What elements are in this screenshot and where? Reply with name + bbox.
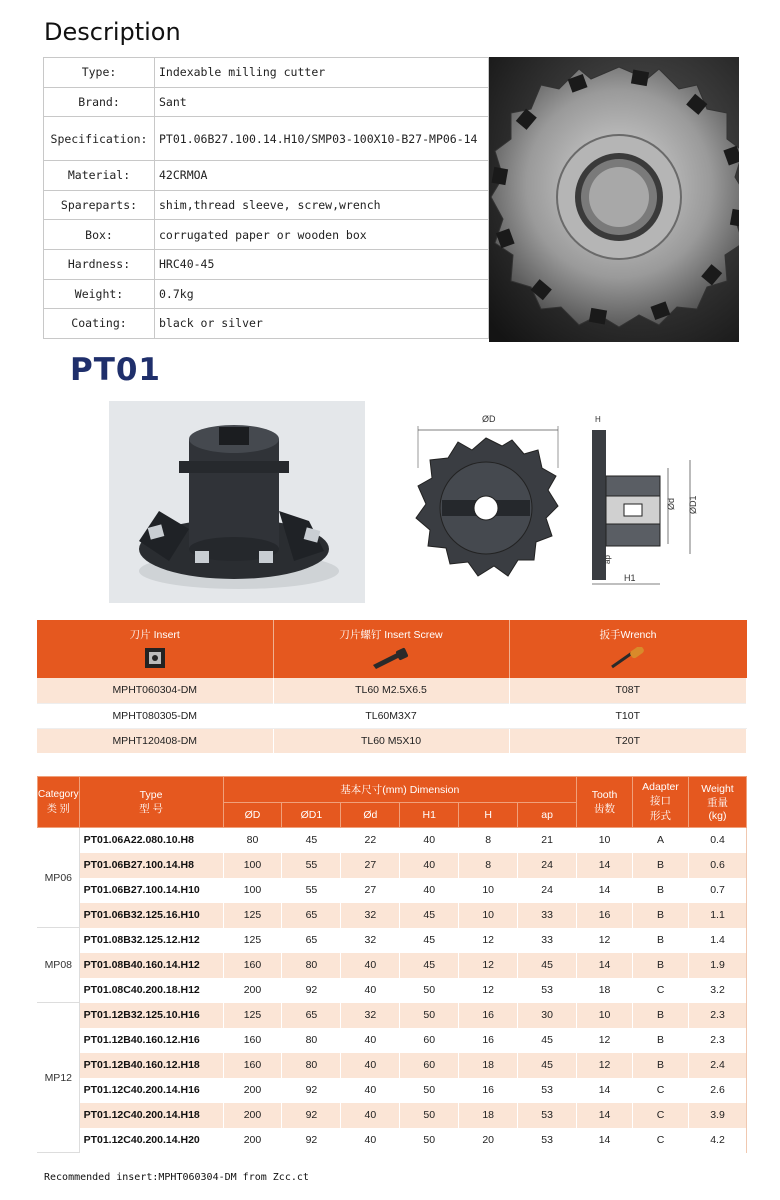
- spec-value: HRC40-45: [155, 249, 489, 279]
- table-row: [38, 1078, 747, 1103]
- cell-D: 160: [223, 1053, 282, 1078]
- header-type: Type 型 号: [79, 777, 223, 828]
- spec-row: [44, 190, 489, 220]
- spec-key: Material:: [44, 161, 155, 191]
- model-title: PT01: [70, 352, 162, 388]
- cell-H: 18: [459, 1103, 518, 1128]
- cell-ap: 53: [518, 1078, 577, 1103]
- label-ap: ap: [603, 555, 612, 564]
- insert-icon: [144, 647, 166, 669]
- table-row: [38, 878, 747, 903]
- cell-H1: 40: [400, 828, 459, 853]
- cell-type: PT01.12B40.160.12.H18: [79, 1053, 223, 1078]
- cell-adapter: B: [633, 1003, 689, 1028]
- cell-D: 80: [223, 828, 282, 853]
- cell-D1: 92: [282, 1128, 341, 1153]
- cell-type: PT01.12C40.200.14.H18: [79, 1103, 223, 1128]
- cell-D: 125: [223, 903, 282, 928]
- category-cell: MP06: [38, 828, 80, 928]
- cell-type: PT01.06B27.100.14.H10: [79, 878, 223, 903]
- table-row: [38, 1028, 747, 1053]
- cell-D: 125: [223, 928, 282, 953]
- cell-D1: 65: [282, 1003, 341, 1028]
- acc-header-insert: 刀片 Insert: [37, 620, 273, 678]
- wrench-icon: [608, 647, 648, 669]
- spec-row: [44, 58, 489, 88]
- cell-tooth: 14: [577, 1103, 633, 1128]
- table-row: [38, 978, 747, 1003]
- cell-D: 160: [223, 1028, 282, 1053]
- dimension-table: [37, 776, 747, 1153]
- category-cell: MP12: [38, 1003, 80, 1153]
- table-row: [38, 828, 747, 853]
- cell-type: PT01.08B40.160.14.H12: [79, 953, 223, 978]
- table-row: [38, 853, 747, 878]
- cell-weight: 3.9: [688, 1103, 746, 1128]
- cell-tooth: 14: [577, 953, 633, 978]
- spec-row: [44, 279, 489, 309]
- spec-table: [43, 57, 489, 339]
- cell-type: PT01.06A22.080.10.H8: [79, 828, 223, 853]
- cell-d: 32: [341, 1003, 400, 1028]
- cell-H1: 40: [400, 878, 459, 903]
- cell-D: 200: [223, 1128, 282, 1153]
- table-row: [38, 953, 747, 978]
- cell-type: PT01.12C40.200.14.H20: [79, 1128, 223, 1153]
- label-d: Ød: [666, 497, 676, 510]
- cell-H: 20: [459, 1128, 518, 1153]
- acc-screw: TL60 M5X10: [273, 728, 509, 753]
- spec-key: Hardness:: [44, 249, 155, 279]
- spec-key: Spareparts:: [44, 190, 155, 220]
- cell-d: 40: [341, 1103, 400, 1128]
- spec-key: Box:: [44, 220, 155, 250]
- cell-H: 8: [459, 828, 518, 853]
- cell-H1: 50: [400, 1078, 459, 1103]
- cell-D1: 92: [282, 978, 341, 1003]
- spec-key: Coating:: [44, 309, 155, 339]
- cell-D1: 55: [282, 853, 341, 878]
- cell-ap: 33: [518, 903, 577, 928]
- cell-weight: 1.1: [688, 903, 746, 928]
- col-ap: ap: [518, 803, 577, 828]
- cell-adapter: B: [633, 878, 689, 903]
- accessory-row: [37, 703, 747, 728]
- spec-row: [44, 249, 489, 279]
- cell-D: 200: [223, 1078, 282, 1103]
- cell-H: 18: [459, 1053, 518, 1078]
- cell-ap: 45: [518, 953, 577, 978]
- spec-value: shim,thread sleeve, screw,wrench: [155, 190, 489, 220]
- acc-header-wrench: 扳手Wrench: [509, 620, 747, 678]
- cell-type: PT01.08C40.200.18.H12: [79, 978, 223, 1003]
- cell-D1: 65: [282, 903, 341, 928]
- cell-d: 27: [341, 878, 400, 903]
- cell-D: 200: [223, 978, 282, 1003]
- cell-type: PT01.08B32.125.12.H12: [79, 928, 223, 953]
- header-adapter: Adapter 接口 形式: [633, 777, 689, 828]
- cutter-3d-render: [109, 401, 365, 603]
- cell-type: PT01.12B40.160.12.H16: [79, 1028, 223, 1053]
- cell-d: 32: [341, 928, 400, 953]
- spec-value: Indexable milling cutter: [155, 58, 489, 88]
- cell-H: 16: [459, 1028, 518, 1053]
- acc-insert: MPHT060304-DM: [37, 678, 273, 703]
- cell-tooth: 12: [577, 928, 633, 953]
- cell-weight: 4.2: [688, 1128, 746, 1153]
- accessory-table: [37, 620, 747, 753]
- cell-ap: 33: [518, 928, 577, 953]
- cell-H: 16: [459, 1003, 518, 1028]
- cell-d: 27: [341, 853, 400, 878]
- cell-weight: 0.6: [688, 853, 746, 878]
- cell-H1: 50: [400, 978, 459, 1003]
- footer-note: Recommended insert:MPHT060304-DM from Zcc.ct: [44, 1172, 309, 1183]
- spec-key: Specification:: [44, 117, 155, 161]
- col-D: ØD: [223, 803, 282, 828]
- spec-row: [44, 87, 489, 117]
- spec-row: [44, 117, 489, 161]
- col-d: Ød: [341, 803, 400, 828]
- cell-adapter: C: [633, 1128, 689, 1153]
- cell-tooth: 14: [577, 1128, 633, 1153]
- acc-insert: MPHT120408-DM: [37, 728, 273, 753]
- label-D1: ØD1: [688, 495, 698, 514]
- cell-H1: 60: [400, 1053, 459, 1078]
- cell-tooth: 12: [577, 1028, 633, 1053]
- cell-D: 160: [223, 953, 282, 978]
- acc-screw: TL60M3X7: [273, 703, 509, 728]
- cell-d: 40: [341, 953, 400, 978]
- cell-H1: 45: [400, 953, 459, 978]
- technical-drawing: [412, 408, 712, 593]
- cell-weight: 3.2: [688, 978, 746, 1003]
- product-photo: [489, 57, 739, 342]
- cell-weight: 1.4: [688, 928, 746, 953]
- cell-H1: 50: [400, 1003, 459, 1028]
- spec-key: Brand:: [44, 87, 155, 117]
- cell-weight: 2.3: [688, 1028, 746, 1053]
- cell-D1: 65: [282, 928, 341, 953]
- cell-ap: 53: [518, 978, 577, 1003]
- cell-H1: 40: [400, 853, 459, 878]
- cell-D1: 92: [282, 1103, 341, 1128]
- cell-D: 125: [223, 1003, 282, 1028]
- cell-ap: 53: [518, 1103, 577, 1128]
- cell-weight: 1.9: [688, 953, 746, 978]
- page-title: Description: [44, 18, 181, 46]
- cell-ap: 53: [518, 1128, 577, 1153]
- table-row: [38, 1128, 747, 1153]
- table-row: [38, 1103, 747, 1128]
- cell-D: 100: [223, 853, 282, 878]
- cell-H: 10: [459, 903, 518, 928]
- cell-H: 16: [459, 1078, 518, 1103]
- cell-d: 22: [341, 828, 400, 853]
- cell-ap: 45: [518, 1053, 577, 1078]
- label-H: H: [595, 415, 601, 424]
- cell-H: 12: [459, 953, 518, 978]
- col-D1: ØD1: [282, 803, 341, 828]
- accessory-row: [37, 728, 747, 753]
- cell-D1: 92: [282, 1078, 341, 1103]
- label-D: ØD: [482, 414, 496, 424]
- cell-tooth: 14: [577, 853, 633, 878]
- cell-type: PT01.06B27.100.14.H8: [79, 853, 223, 878]
- cell-H1: 45: [400, 903, 459, 928]
- cell-D: 100: [223, 878, 282, 903]
- category-cell: MP08: [38, 928, 80, 1003]
- cell-H: 8: [459, 853, 518, 878]
- spec-key: Type:: [44, 58, 155, 88]
- cell-H1: 50: [400, 1103, 459, 1128]
- cell-D1: 80: [282, 1028, 341, 1053]
- cell-adapter: B: [633, 1028, 689, 1053]
- cell-d: 40: [341, 1128, 400, 1153]
- cell-D1: 45: [282, 828, 341, 853]
- cell-D1: 80: [282, 1053, 341, 1078]
- cell-adapter: B: [633, 1053, 689, 1078]
- cell-H1: 60: [400, 1028, 459, 1053]
- cell-weight: 0.4: [688, 828, 746, 853]
- cell-D1: 55: [282, 878, 341, 903]
- acc-wrench: T20T: [509, 728, 747, 753]
- cell-adapter: B: [633, 928, 689, 953]
- cell-weight: 2.6: [688, 1078, 746, 1103]
- table-row: [38, 928, 747, 953]
- cell-d: 32: [341, 903, 400, 928]
- cell-tooth: 14: [577, 1078, 633, 1103]
- spec-value: 42CRMOA: [155, 161, 489, 191]
- cell-H1: 45: [400, 928, 459, 953]
- table-row: [38, 1003, 747, 1028]
- cell-type: PT01.12B32.125.10.H16: [79, 1003, 223, 1028]
- spec-row: [44, 309, 489, 339]
- cell-ap: 30: [518, 1003, 577, 1028]
- cell-H: 12: [459, 928, 518, 953]
- cell-weight: 2.4: [688, 1053, 746, 1078]
- cell-adapter: B: [633, 903, 689, 928]
- cell-adapter: C: [633, 1103, 689, 1128]
- spec-value: 0.7kg: [155, 279, 489, 309]
- cell-adapter: B: [633, 853, 689, 878]
- table-row: [38, 903, 747, 928]
- acc-header-screw: 刀片螺钉 Insert Screw: [273, 620, 509, 678]
- spec-value: corrugated paper or wooden box: [155, 220, 489, 250]
- cell-d: 40: [341, 1053, 400, 1078]
- cell-ap: 24: [518, 853, 577, 878]
- col-H1: H1: [400, 803, 459, 828]
- cell-D: 200: [223, 1103, 282, 1128]
- cell-tooth: 18: [577, 978, 633, 1003]
- acc-wrench: T10T: [509, 703, 747, 728]
- cell-ap: 24: [518, 878, 577, 903]
- cell-type: PT01.12C40.200.14.H16: [79, 1078, 223, 1103]
- cell-type: PT01.06B32.125.16.H10: [79, 903, 223, 928]
- spec-row: [44, 220, 489, 250]
- cell-adapter: C: [633, 1078, 689, 1103]
- cell-tooth: 14: [577, 878, 633, 903]
- cell-d: 40: [341, 978, 400, 1003]
- header-category: Category 类 别: [38, 777, 80, 828]
- table-row: [38, 1053, 747, 1078]
- spec-value: Sant: [155, 87, 489, 117]
- cell-weight: 0.7: [688, 878, 746, 903]
- spec-value: black or silver: [155, 309, 489, 339]
- cell-H: 12: [459, 978, 518, 1003]
- header-dimension: 基本尺寸(mm) Dimension: [223, 777, 577, 803]
- cell-ap: 45: [518, 1028, 577, 1053]
- acc-insert: MPHT080305-DM: [37, 703, 273, 728]
- cell-H: 10: [459, 878, 518, 903]
- cell-tooth: 10: [577, 828, 633, 853]
- label-H1: H1: [624, 573, 636, 583]
- screw-icon: [371, 647, 411, 669]
- cell-adapter: A: [633, 828, 689, 853]
- cell-tooth: 12: [577, 1053, 633, 1078]
- cell-adapter: B: [633, 953, 689, 978]
- header-tooth: Tooth 齿数: [577, 777, 633, 828]
- acc-screw: TL60 M2.5X6.5: [273, 678, 509, 703]
- accessory-row: [37, 678, 747, 703]
- cell-D1: 80: [282, 953, 341, 978]
- cell-tooth: 16: [577, 903, 633, 928]
- cell-d: 40: [341, 1078, 400, 1103]
- acc-wrench: T08T: [509, 678, 747, 703]
- cell-d: 40: [341, 1028, 400, 1053]
- cell-weight: 2.3: [688, 1003, 746, 1028]
- cell-ap: 21: [518, 828, 577, 853]
- spec-key: Weight:: [44, 279, 155, 309]
- cell-tooth: 10: [577, 1003, 633, 1028]
- spec-value: PT01.06B27.100.14.H10/SMP03-100X10-B27-MP06-14: [155, 117, 489, 161]
- header-weight: Weight 重量 (kg): [688, 777, 746, 828]
- col-H: H: [459, 803, 518, 828]
- cell-adapter: C: [633, 978, 689, 1003]
- spec-row: [44, 161, 489, 191]
- cell-H1: 50: [400, 1128, 459, 1153]
